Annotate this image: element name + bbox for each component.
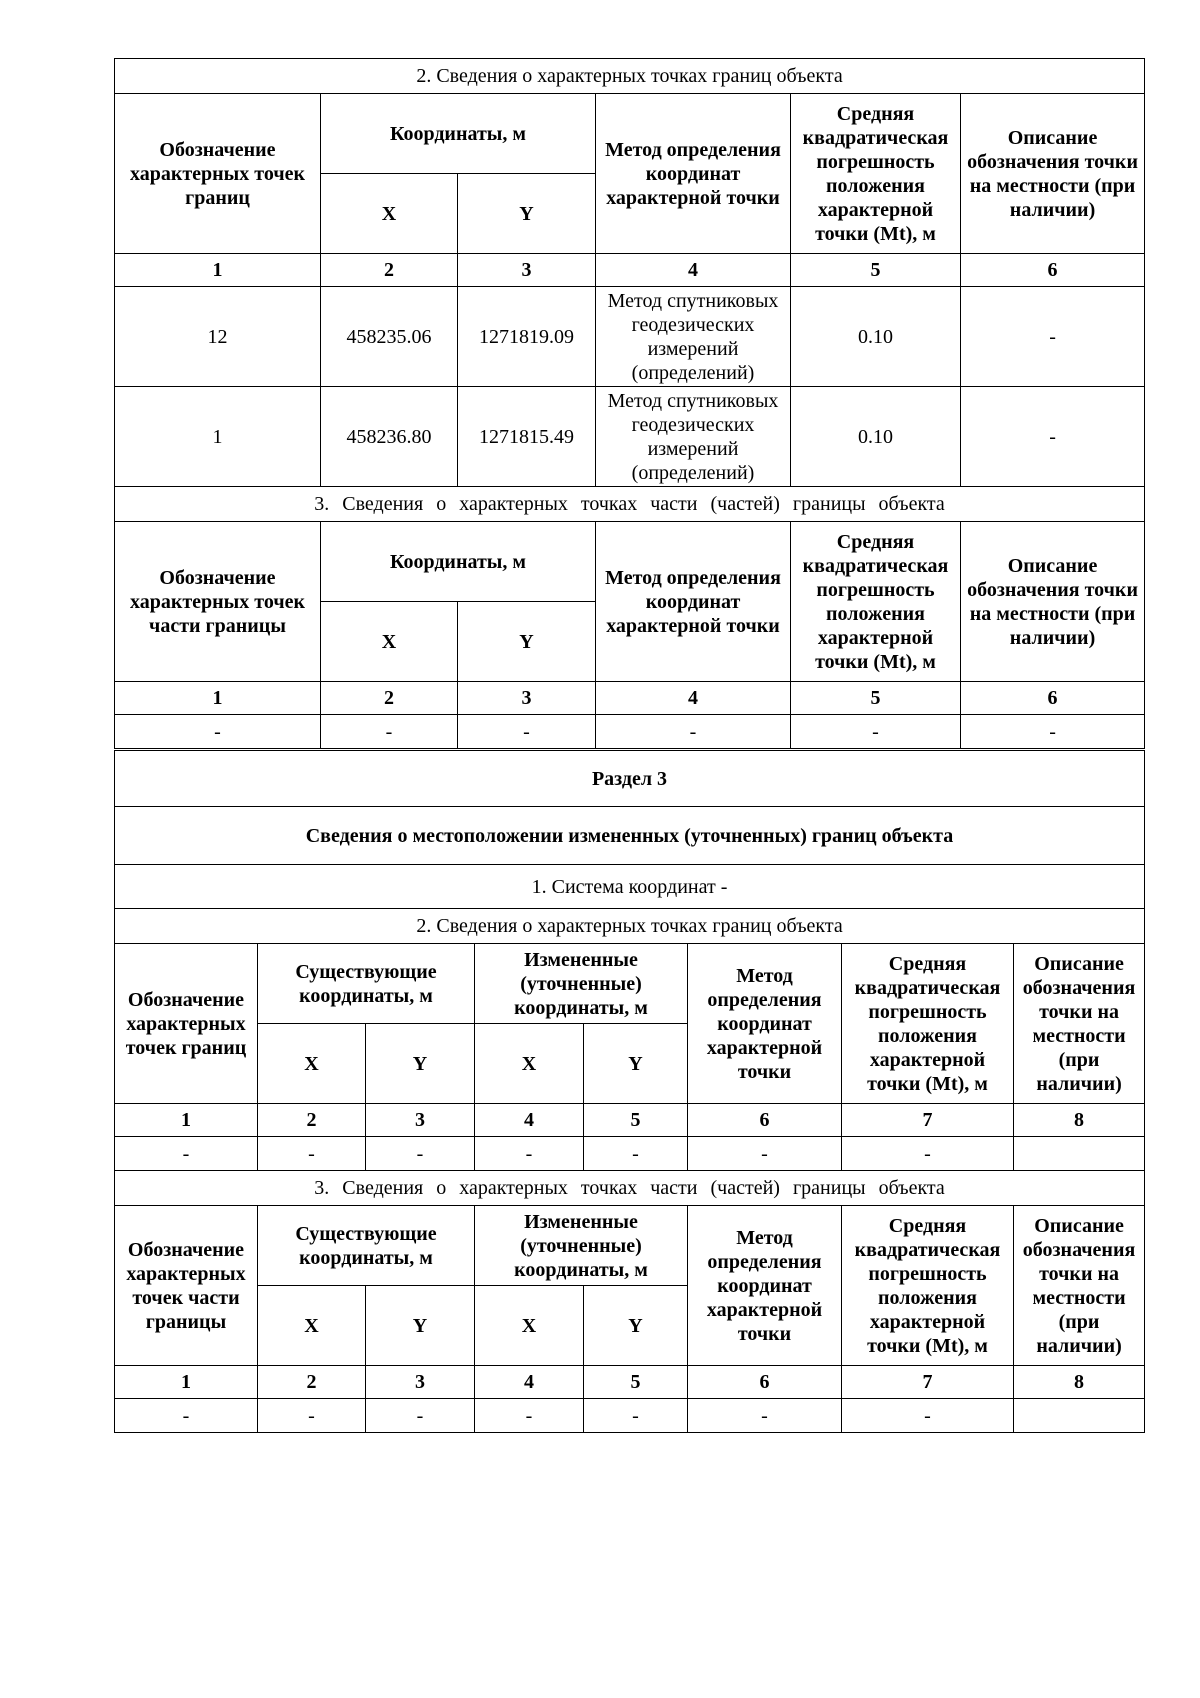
col-number: 2 [258, 1104, 366, 1137]
header-designation: Обозначение характерных точек части границы [115, 522, 321, 682]
col-number: 8 [1014, 1104, 1145, 1137]
header-y: Y [584, 1024, 688, 1104]
col-number: 3 [366, 1104, 475, 1137]
method: Метод спутниковых геодезических измерений (определений) [596, 387, 791, 487]
col-number: 1 [115, 254, 321, 287]
col-number: 3 [458, 254, 596, 287]
header-coordinates: Координаты, м [321, 522, 596, 602]
header-method: Метод определения координат характерной точки [688, 944, 842, 1104]
header-y: Y [366, 1024, 475, 1104]
coordinate-system: 1. Система координат - [115, 865, 1145, 909]
header-designation: Обозначение характерных точек границ [115, 944, 258, 1104]
empty-cell: - [584, 1399, 688, 1433]
empty-cell: - [458, 715, 596, 749]
col-number: 2 [321, 254, 458, 287]
table-row [115, 715, 1145, 749]
empty-cell: - [961, 715, 1145, 749]
col-number: 1 [115, 1104, 258, 1137]
empty-cell: - [321, 715, 458, 749]
description: - [961, 387, 1145, 487]
point-id: 12 [115, 287, 321, 387]
empty-cell [1014, 1137, 1145, 1171]
empty-cell: - [842, 1399, 1014, 1433]
header-changed-coordinates: Измененные (уточненные) координаты, м [475, 944, 688, 1024]
col-number: 2 [258, 1366, 366, 1399]
col-number: 7 [842, 1366, 1014, 1399]
header-x: X [258, 1286, 366, 1366]
header-x: X [475, 1286, 584, 1366]
empty-cell: - [115, 1137, 258, 1171]
header-description: Описание обозначения точки на местности (при наличии) [1014, 1206, 1145, 1366]
col-number: 8 [1014, 1366, 1145, 1399]
boundary-points-table [114, 58, 1145, 749]
col-number: 6 [961, 682, 1145, 715]
empty-cell [1014, 1399, 1145, 1433]
section-title-boundary-points: 2. Сведения о характерных точках границ объекта [115, 59, 1145, 94]
col-number: 3 [366, 1366, 475, 1399]
col-number: 2 [321, 682, 458, 715]
header-description: Описание обозначения точки на местности (при наличии) [961, 522, 1145, 682]
header-changed-coordinates: Измененные (уточненные) координаты, м [475, 1206, 688, 1286]
changed-boundary-points-table [114, 908, 1145, 1433]
empty-cell: - [258, 1137, 366, 1171]
col-number: 5 [791, 254, 961, 287]
header-y: Y [458, 602, 596, 682]
empty-cell: - [258, 1399, 366, 1433]
header-error: Средняя квадратическая погрешность положения характерной точки (Mt), м [842, 1206, 1014, 1366]
header-y: Y [366, 1286, 475, 1366]
empty-cell: - [791, 715, 961, 749]
col-number: 1 [115, 682, 321, 715]
section-3-header [114, 750, 1145, 909]
empty-cell: - [475, 1399, 584, 1433]
col-number: 5 [791, 682, 961, 715]
description: - [961, 287, 1145, 387]
empty-cell: - [688, 1399, 842, 1433]
section-heading: Раздел 3 [115, 751, 1145, 807]
coord-y: 1271819.09 [458, 287, 596, 387]
header-existing-coordinates: Существующие координаты, м [258, 1206, 475, 1286]
header-description: Описание обозначения точки на местности (при наличии) [961, 94, 1145, 254]
col-number: 1 [115, 1366, 258, 1399]
empty-cell: - [688, 1137, 842, 1171]
col-number: 3 [458, 682, 596, 715]
col-number: 6 [961, 254, 1145, 287]
col-number: 4 [596, 254, 791, 287]
empty-cell: - [596, 715, 791, 749]
header-error: Средняя квадратическая погрешность положения характерной точки (Mt), м [791, 94, 961, 254]
section-title-boundary-points: 2. Сведения о характерных точках границ объекта [115, 909, 1145, 944]
header-designation: Обозначение характерных точек части границы [115, 1206, 258, 1366]
col-number: 6 [688, 1104, 842, 1137]
empty-cell: - [842, 1137, 1014, 1171]
col-number: 6 [688, 1366, 842, 1399]
table-row [115, 387, 1145, 487]
error-value: 0.10 [791, 387, 961, 487]
header-method: Метод определения координат характерной точки [596, 94, 791, 254]
header-existing-coordinates: Существующие координаты, м [258, 944, 475, 1024]
method: Метод спутниковых геодезических измерений (определений) [596, 287, 791, 387]
empty-cell: - [115, 715, 321, 749]
col-number: 4 [475, 1366, 584, 1399]
section-title-part-points: 3. Сведения о характерных точках части (частей) границы объекта [115, 1171, 1145, 1206]
header-method: Метод определения координат характерной точки [688, 1206, 842, 1366]
col-number: 4 [596, 682, 791, 715]
header-x: X [475, 1024, 584, 1104]
empty-cell: - [584, 1137, 688, 1171]
header-x: X [321, 602, 458, 682]
header-error: Средняя квадратическая погрешность положения характерной точки (Mt), м [791, 522, 961, 682]
coord-y: 1271815.49 [458, 387, 596, 487]
empty-cell: - [366, 1399, 475, 1433]
table-row [115, 1399, 1145, 1433]
col-number: 7 [842, 1104, 1014, 1137]
header-coordinates: Координаты, м [321, 94, 596, 174]
col-number: 5 [584, 1104, 688, 1137]
coord-x: 458235.06 [321, 287, 458, 387]
header-method: Метод определения координат характерной точки [596, 522, 791, 682]
header-x: X [258, 1024, 366, 1104]
col-number: 5 [584, 1366, 688, 1399]
header-y: Y [584, 1286, 688, 1366]
section-title-part-points: 3. Сведения о характерных точках части (частей) границы объекта [115, 487, 1145, 522]
error-value: 0.10 [791, 287, 961, 387]
point-id: 1 [115, 387, 321, 487]
header-x: X [321, 174, 458, 254]
header-y: Y [458, 174, 596, 254]
empty-cell: - [366, 1137, 475, 1171]
header-error: Средняя квадратическая погрешность положения характерной точки (Mt), м [842, 944, 1014, 1104]
section-subheading: Сведения о местоположении измененных (уточненных) границ объекта [115, 807, 1145, 865]
header-description: Описание обозначения точки на местности (при наличии) [1014, 944, 1145, 1104]
empty-cell: - [115, 1399, 258, 1433]
table-row [115, 1137, 1145, 1171]
table-row [115, 287, 1145, 387]
empty-cell: - [475, 1137, 584, 1171]
col-number: 4 [475, 1104, 584, 1137]
header-designation: Обозначение характерных точек границ [115, 94, 321, 254]
coord-x: 458236.80 [321, 387, 458, 487]
